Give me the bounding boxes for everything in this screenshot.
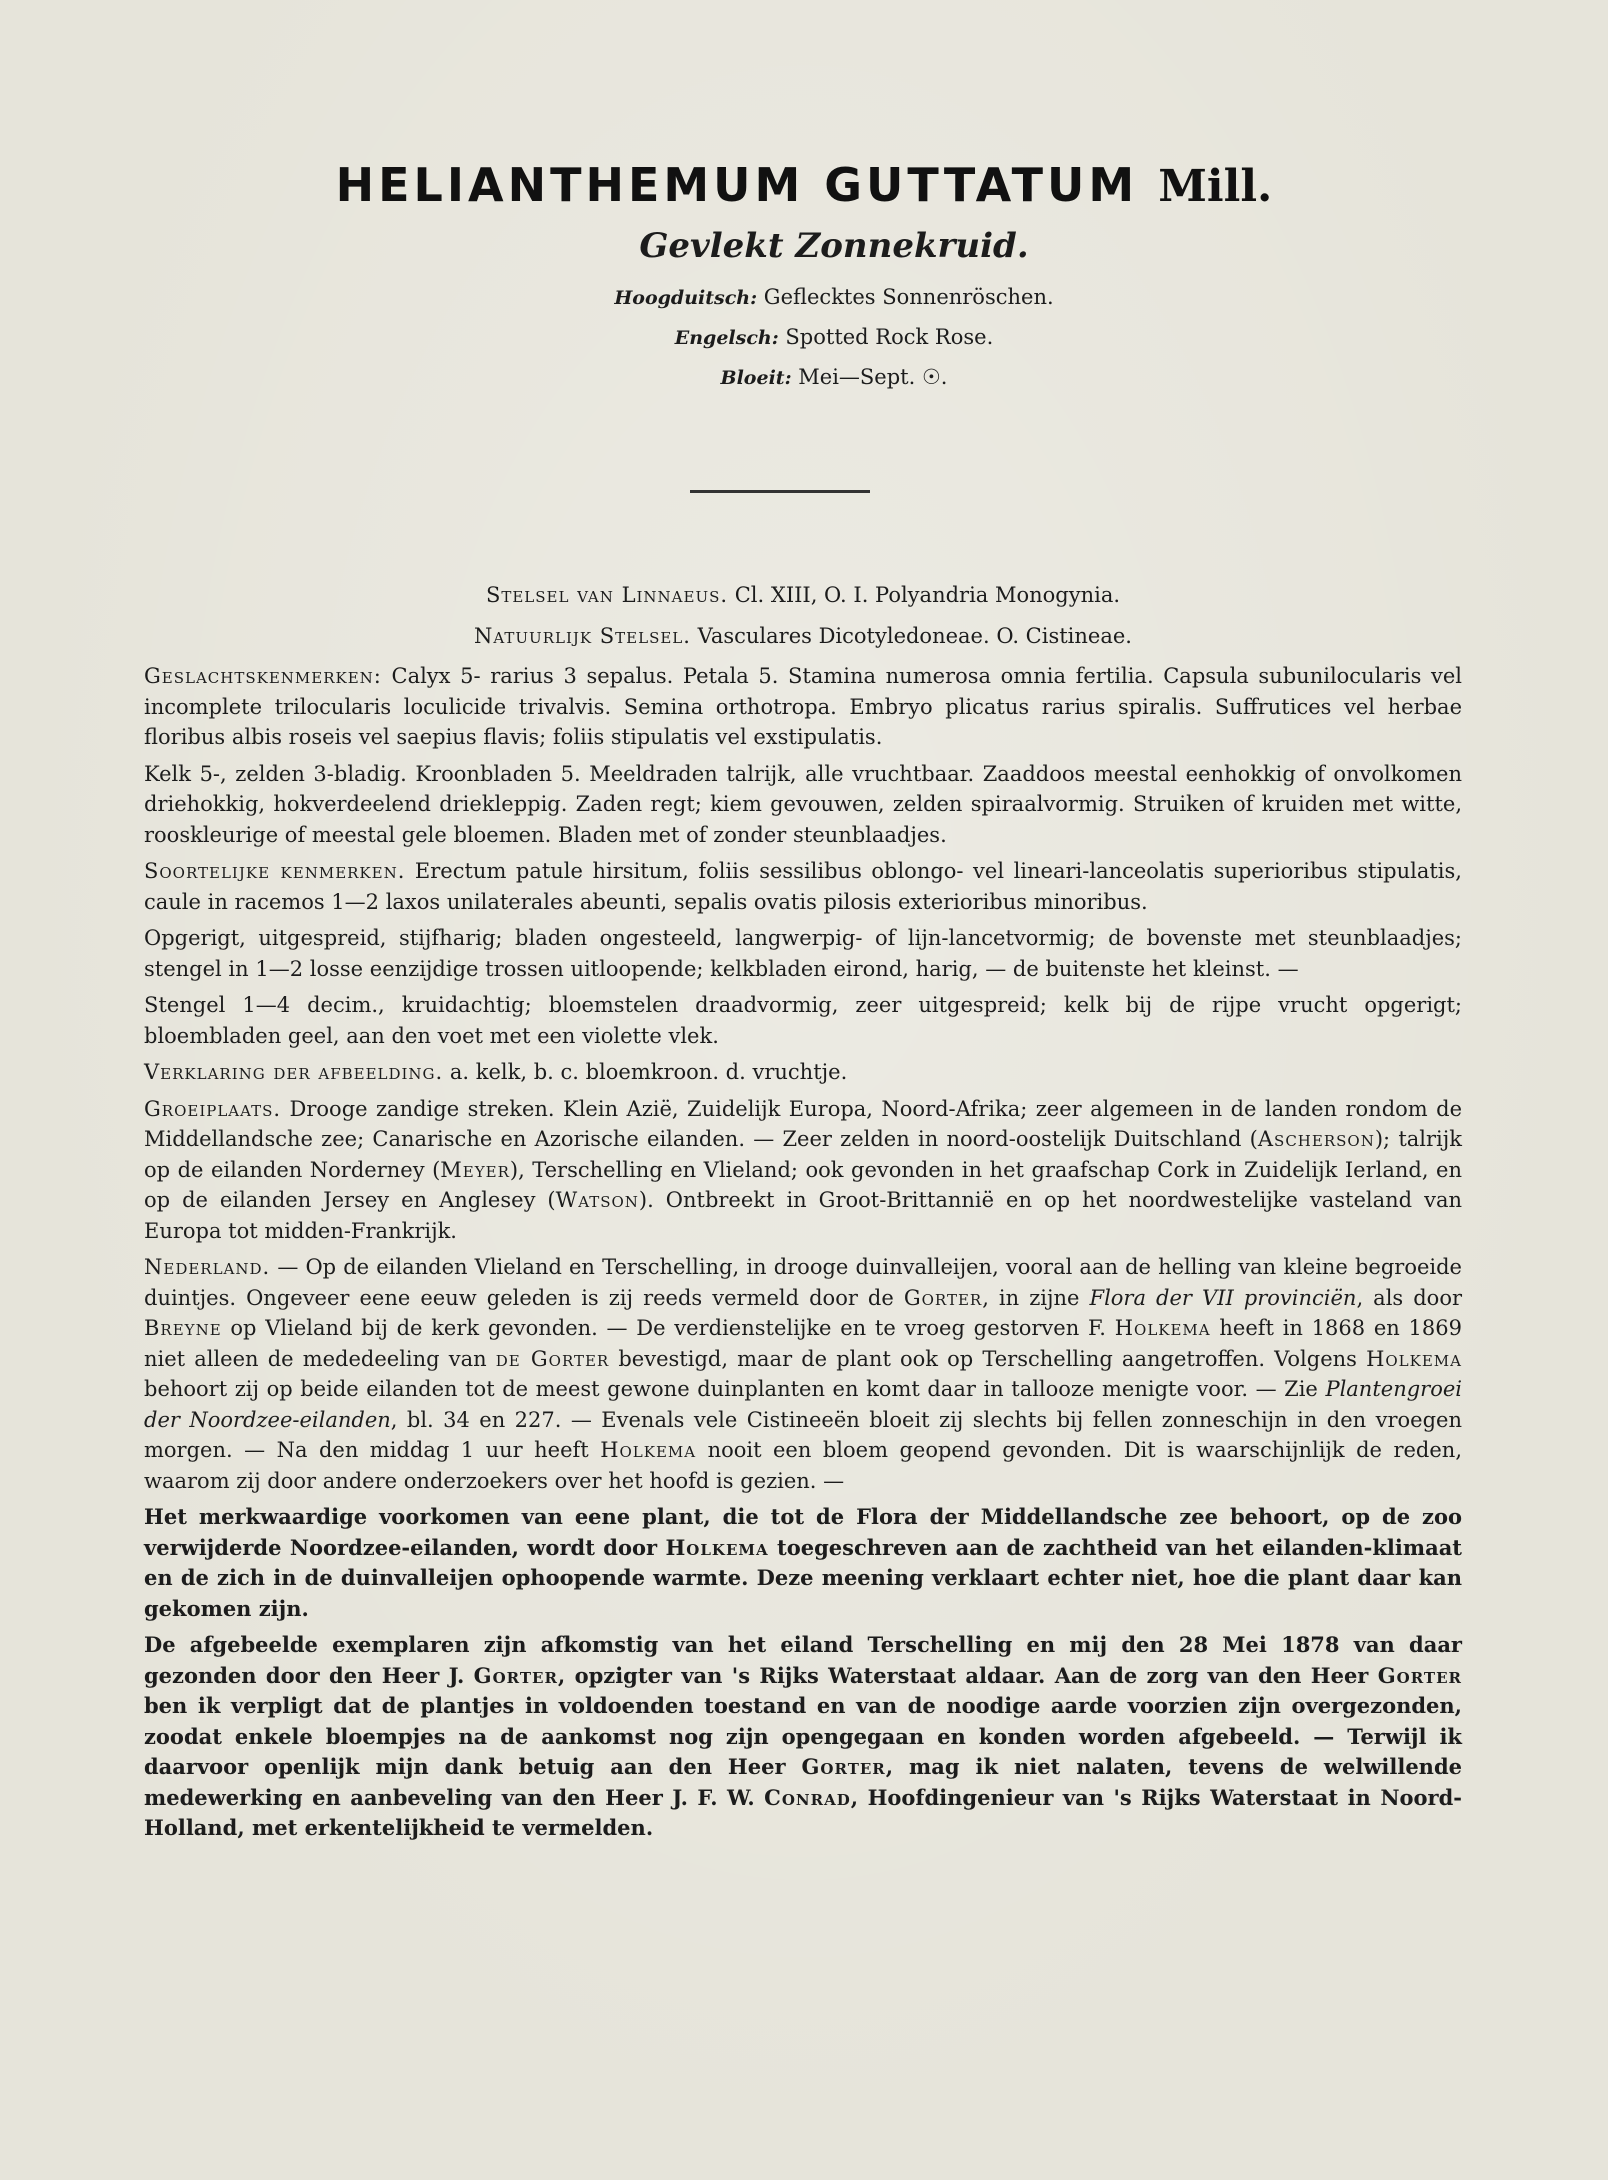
netherlands-distribution: Nederland. — Op de eilanden Vlieland en Terschelling, in drooge duinvalleijen, vooral aan de helling van kleine begroeide duintjes. Ongeveer eene eeuw geleden is zij reeds vermeld door de Gorter, in zijne Flora der VII provinciën, als door Breyne op Vlieland bij de kerk gevonden. — De verdienstelijke en te vroeg gestorven F. Holkema heeft in 1868 en 1869 niet alleen de mededeeling van de Gorter bevestigd, maar de plant ook op Terschelling aangetroffen. Volgens Holkema behoort zij op beide eilanden tot de meest gewone duinplanten en komt daar in tallooze menigte voor. — Zie Plantengroei der Noordzee-eilanden, bl. 34 en 227. — Evenals vele Cistineeën bloeit zij slechts bij fellen zonneschijn in den vroegen morgen. — Na den middag 1 uur heeft Holkema nooit een bloem geopend gevonden. Dit is waarschijnlijk de reden, waarom zij door andere onderzoekers over het hoofd is gezien. —: [144, 1255, 1462, 1493]
english-label: Engelsch:: [674, 327, 779, 349]
figure-explanation: Verklaring der afbeelding. a. kelk, b. c. bloemkroon. d. vruchtje.: [144, 1060, 848, 1084]
genus-characters-dutch: Kelk 5-, zelden 3-bladig. Kroonbladen 5. Meeldraden talrijk, alle vruchtbaar. Zaaddoos meestal eenhokkig of onvolkomen driehokkig, hokverdeelend driekleppig. Zaden regt; kiem gevouwen, zelden spiraalvormig. Struiken of kruiden met witte, rooskleurige of meestal gele bloemen. Bladen met of zonder steunblaadjes.: [144, 761, 1462, 847]
species-characters-dutch: Opgerigt, uitgespreid, stijfharig; bladen ongesteeld, langwerpig- of lijn-lancetvormig; de bovenste met steunblaadjes; stengel in 1—2 losse eenzijdige trossen uitloopende; kelkbladen eirond, harig, — de buitenste het kleinst. —: [144, 926, 1462, 981]
english-name: Spotted Rock Rose.: [785, 325, 994, 349]
flowering-label: Bloeit:: [720, 367, 792, 389]
flowering-line: [30, 365, 1608, 389]
german-name: Geflecktes Sonnenröschen.: [763, 285, 1054, 309]
genus-characters-latin: Geslachtskenmerken: Calyx 5- rarius 3 sepalus. Petala 5. Stamina numerosa omnia fertilia. Capsula subunilocularis vel incomplete trilocularis loculicide trivalvis. Semina orthotropa. Embryo plicatus rarius spiralis. Suffrutices vel herbae floribus albis roseis vel saepius flavis; foliis stipulatis vel exstipulatis.: [144, 664, 1462, 749]
natural-system: Natuurlijk Stelsel. Vasculares Dicotyledoneae. O. Cistineae.: [474, 623, 1132, 648]
german-name-line: [30, 285, 1608, 309]
remarkable-occurrence: Het merkwaardige voorkomen van eene plant, die tot de Flora der Middellandsche zee behoort, op de zoo verwijderde Noordzee-eilanden, wordt door Holkema toegeschreven aan de zachtheid van het eilanden-klimaat en de zich in de duinvalleijen ophoopende warmte. Deze meening verklaart echter niet, hoe die plant daar kan gekomen zijn.: [144, 1504, 1463, 1621]
dutch-name: Gevlekt Zonnekruid.: [639, 226, 1029, 266]
english-name-line: [30, 325, 1608, 349]
page-title: [0, 158, 1608, 212]
divider: [690, 490, 870, 493]
species-characters-latin: Soortelijke kenmerken. Erectum patule hirsitum, foliis sessilibus oblongo- vel lineari-lanceolatis superioribus stipulatis, caule in racemos 1—2 laxos unilaterales abeunti, sepalis ovatis pilosis exterioribus minoribus.: [144, 859, 1462, 914]
closing-paragraphs: [144, 1502, 1462, 1844]
title-author: Mill.: [1158, 161, 1273, 212]
depicted-specimens: De afgebeelde exemplaren zijn afkomstig van het eiland Terschelling en mij den 28 Mei 1878 van daar gezonden door den Heer J. Gorter, opzigter van 's Rijks Waterstaat aldaar. Aan de zorg van den Heer Gorter ben ik verpligt dat de plantjes in voldoenden toestand en van de noodige aarde voorzien zijn overgezonden, zoodat enkele bloempjes na de aankomst nog zijn opengegaan en konden worden afgebeeld. — Terwijl ik daarvoor openlijk mijn dank betuig aan den Heer Gorter, mag ik niet nalaten, tevens de welwillende medewerking en aanbeveling van den Heer J. F. W. Conrad, Hoofdingenieur van 's Rijks Waterstaat in Noord-Holland, met erkentelijkheid te vermelden.: [144, 1632, 1462, 1840]
flowering-period: Mei—Sept. ☉.: [798, 365, 948, 389]
title-species: HELIANTHEMUM GUTTATUM: [335, 158, 1139, 212]
german-label: Hoogduitsch:: [614, 287, 758, 309]
body-text: [144, 580, 1462, 1850]
linnaeus-system: Stelsel van Linnaeus. Cl. XIII, O. I. Polyandria Monogynia.: [485, 583, 1121, 607]
habitat: Groeiplaats. Drooge zandige streken. Klein Azië, Zuidelijk Europa, Noord-Afrika; zeer algemeen in de landen rondom de Middellandsche zee; Canarische en Azorische eilanden. — Zeer zelden in noord-oostelijk Duitschland (Ascherson); talrijk op de eilanden Norderney (Meyer), Terschelling en Vlieland; ook gevonden in het graafschap Cork in Zuidelijk Ierland, en op de eilanden Jersey en Anglesey (Watson). Ontbreekt in Groot-Brittannië en op het noordwestelijke vasteland van Europa tot midden-Frankrijk.: [144, 1096, 1462, 1243]
stem-description: Stengel 1—4 decim., kruidachtig; bloemstelen draadvormig, zeer uitgespreid; kelk bij de rijpe vrucht opgerigt; bloembladen geel, aan den voet met een violette vlek.: [144, 993, 1462, 1048]
